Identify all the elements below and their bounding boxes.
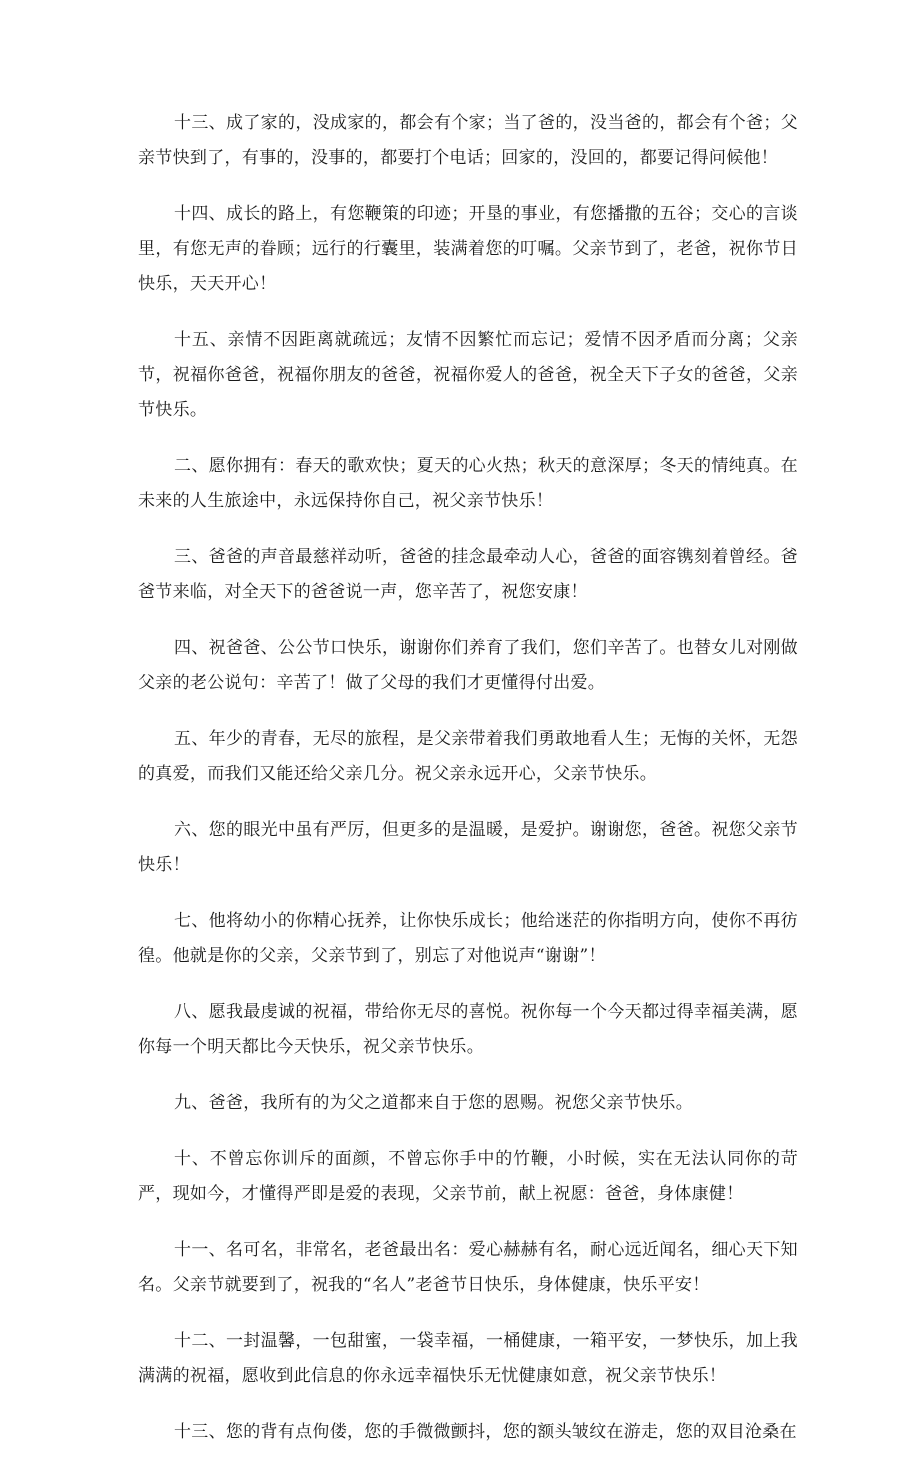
- paragraph: 八、愿我最虔诚的祝福，带给你无尽的喜悦。祝你每一个今天都过得幸福美满，愿你每一个明天都比今天快乐，祝父亲节快乐。: [138, 1002, 798, 1057]
- paragraph: 十二、一封温馨，一包甜蜜，一袋幸福，一桶健康，一箱平安，一梦快乐，加上我满满的祝福，愿收到此信息的你永远幸福快乐无忧健康如意，祝父亲节快乐！: [138, 1331, 798, 1386]
- paragraph: 十一、名可名，非常名，老爸最出名：爱心赫赫有名，耐心远近闻名，细心天下知名。父亲节就要到了，祝我的“名人”老爸节日快乐，身体健康，快乐平安！: [138, 1240, 798, 1295]
- paragraph: 六、您的眼光中虽有严厉，但更多的是温暖，是爱护。谢谢您，爸爸。祝您父亲节快乐！: [138, 820, 798, 875]
- paragraph: 四、祝爸爸、公公节口快乐，谢谢你们养育了我们，您们辛苦了。也替女儿对刚做父亲的老公说句：辛苦了！做了父母的我们才更懂得付出爱。: [138, 638, 798, 693]
- paragraph: 五、年少的青春，无尽的旅程，是父亲带着我们勇敢地看人生；无悔的关怀，无怨的真爱，而我们又能还给父亲几分。祝父亲永远开心，父亲节快乐。: [138, 729, 798, 784]
- paragraph: 三、爸爸的声音最慈祥动听，爸爸的挂念最牵动人心，爸爸的面容镌刻着曾经。爸爸节来临，对全天下的爸爸说一声，您辛苦了，祝您安康！: [138, 547, 798, 602]
- paragraph: 二、愿你拥有：春天的歌欢快；夏天的心火热；秋天的意深厚；冬天的情纯真。在未来的人生旅途中，永远保持你自己，祝父亲节快乐！: [138, 456, 798, 511]
- paragraph: 七、他将幼小的你精心抚养，让你快乐成长；他给迷茫的你指明方向，使你不再彷徨。他就是你的父亲，父亲节到了，别忘了对他说声“谢谢”！: [138, 911, 798, 966]
- paragraph: 九、爸爸，我所有的为父之道都来自于您的恩赐。祝您父亲节快乐。: [174, 1093, 693, 1113]
- paragraph: 十四、成长的路上，有您鞭策的印迹；开垦的事业，有您播撒的五谷；交心的言谈里，有您无声的眷顾；远行的行囊里，装满着您的叮嘱。父亲节到了，老爸，祝你节日快乐，天天开心！: [138, 204, 798, 294]
- paragraph: 十、不曾忘你训斥的面颜，不曾忘你手中的竹鞭，小时候，实在无法认同你的苛严，现如今，才懂得严即是爱的表现，父亲节前，献上祝愿：爸爸，身体康健！: [138, 1149, 798, 1204]
- paragraph: 十三、成了家的，没成家的，都会有个家；当了爸的，没当爸的，都会有个爸；父亲节快到了，有事的，没事的，都要打个电话；回家的，没回的，都要记得问候他！: [138, 113, 798, 168]
- paragraph: 十五、亲情不因距离就疏远；友情不因繁忙而忘记；爱情不因矛盾而分离；父亲节，祝福你爸爸，祝福你朋友的爸爸，祝福你爱人的爸爸，祝全天下子女的爸爸，父亲节快乐。: [138, 330, 798, 420]
- document-body: [138, 106, 798, 1471]
- paragraph: 十三、您的背有点佝偻，您的手微微颤抖，您的额头皱纹在游走，您的双目沧桑在: [174, 1422, 797, 1442]
